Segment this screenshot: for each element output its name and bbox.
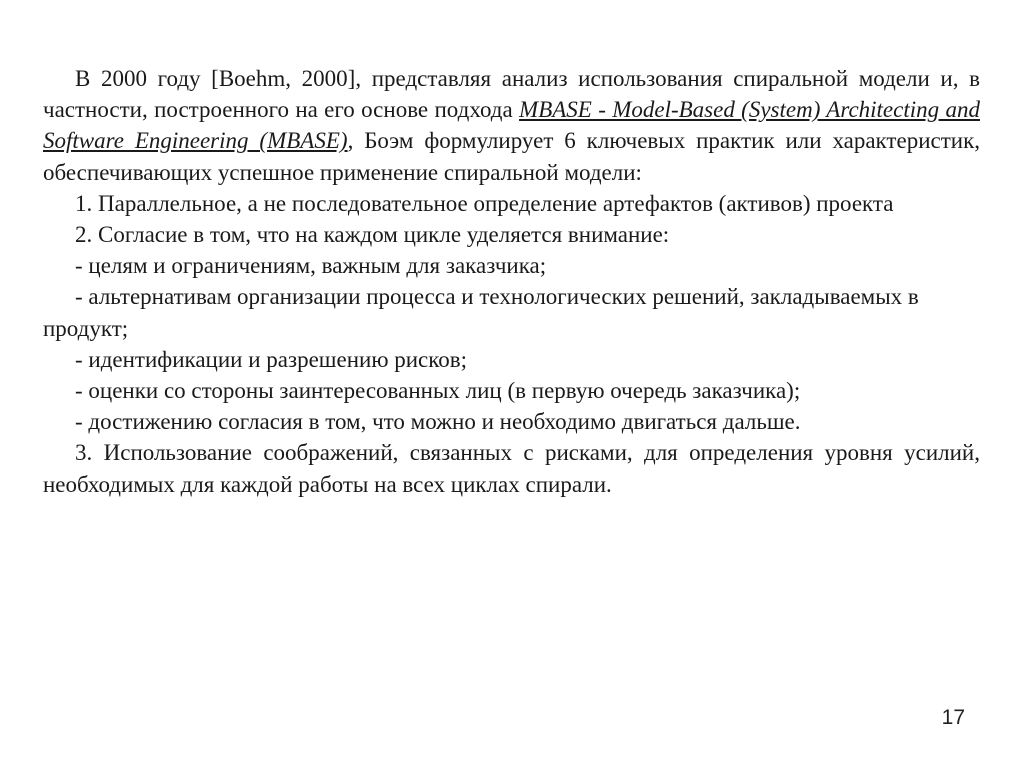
sub-item-agreement: - достижению согласия в том, что можно и необходимо двигаться дальше. <box>75 409 801 435</box>
sub-item-risks: - идентификации и разрешению рисков; <box>75 346 468 372</box>
intro-text-end: , Боэм формулирует 6 ключевых практик или характеристик, обеспечивающих успешное применение спиральной модели: <box>43 128 980 185</box>
page-number: 17 <box>941 706 965 729</box>
sub-item-alternatives: - альтернативам организации процесса и технологических решений, закладываемых в продукт; <box>43 284 919 341</box>
practice-item-3: 3. Использование соображений, связанных с рисками, для определения уровня усилий, необходимых для каждой работы на всех циклах спирали. <box>43 440 980 497</box>
slide-body-text <box>43 63 980 500</box>
sub-item-stakeholder-assessment: - оценки со стороны заинтересованных лиц (в первую очередь заказчика); <box>75 378 801 404</box>
practice-item-2: 2. Согласие в том, что на каждом цикле уделяется внимание: <box>75 222 670 248</box>
intro-text-start: В 2000 году [Boehm, 2000], представляя анализ использования спиральной модели и, в частности, построенного на его основе подхода <box>43 66 980 123</box>
mbase-term: MBASE - Model-Based (System) Architecting and Software Engineering (MBASE) <box>43 97 980 154</box>
practice-item-1: 1. Параллельное, а не последовательное определение артефактов (активов) проекта <box>75 190 894 216</box>
sub-item-goals: - целям и ограничениям, важным для заказчика; <box>75 253 547 279</box>
intro-paragraph <box>43 63 980 188</box>
